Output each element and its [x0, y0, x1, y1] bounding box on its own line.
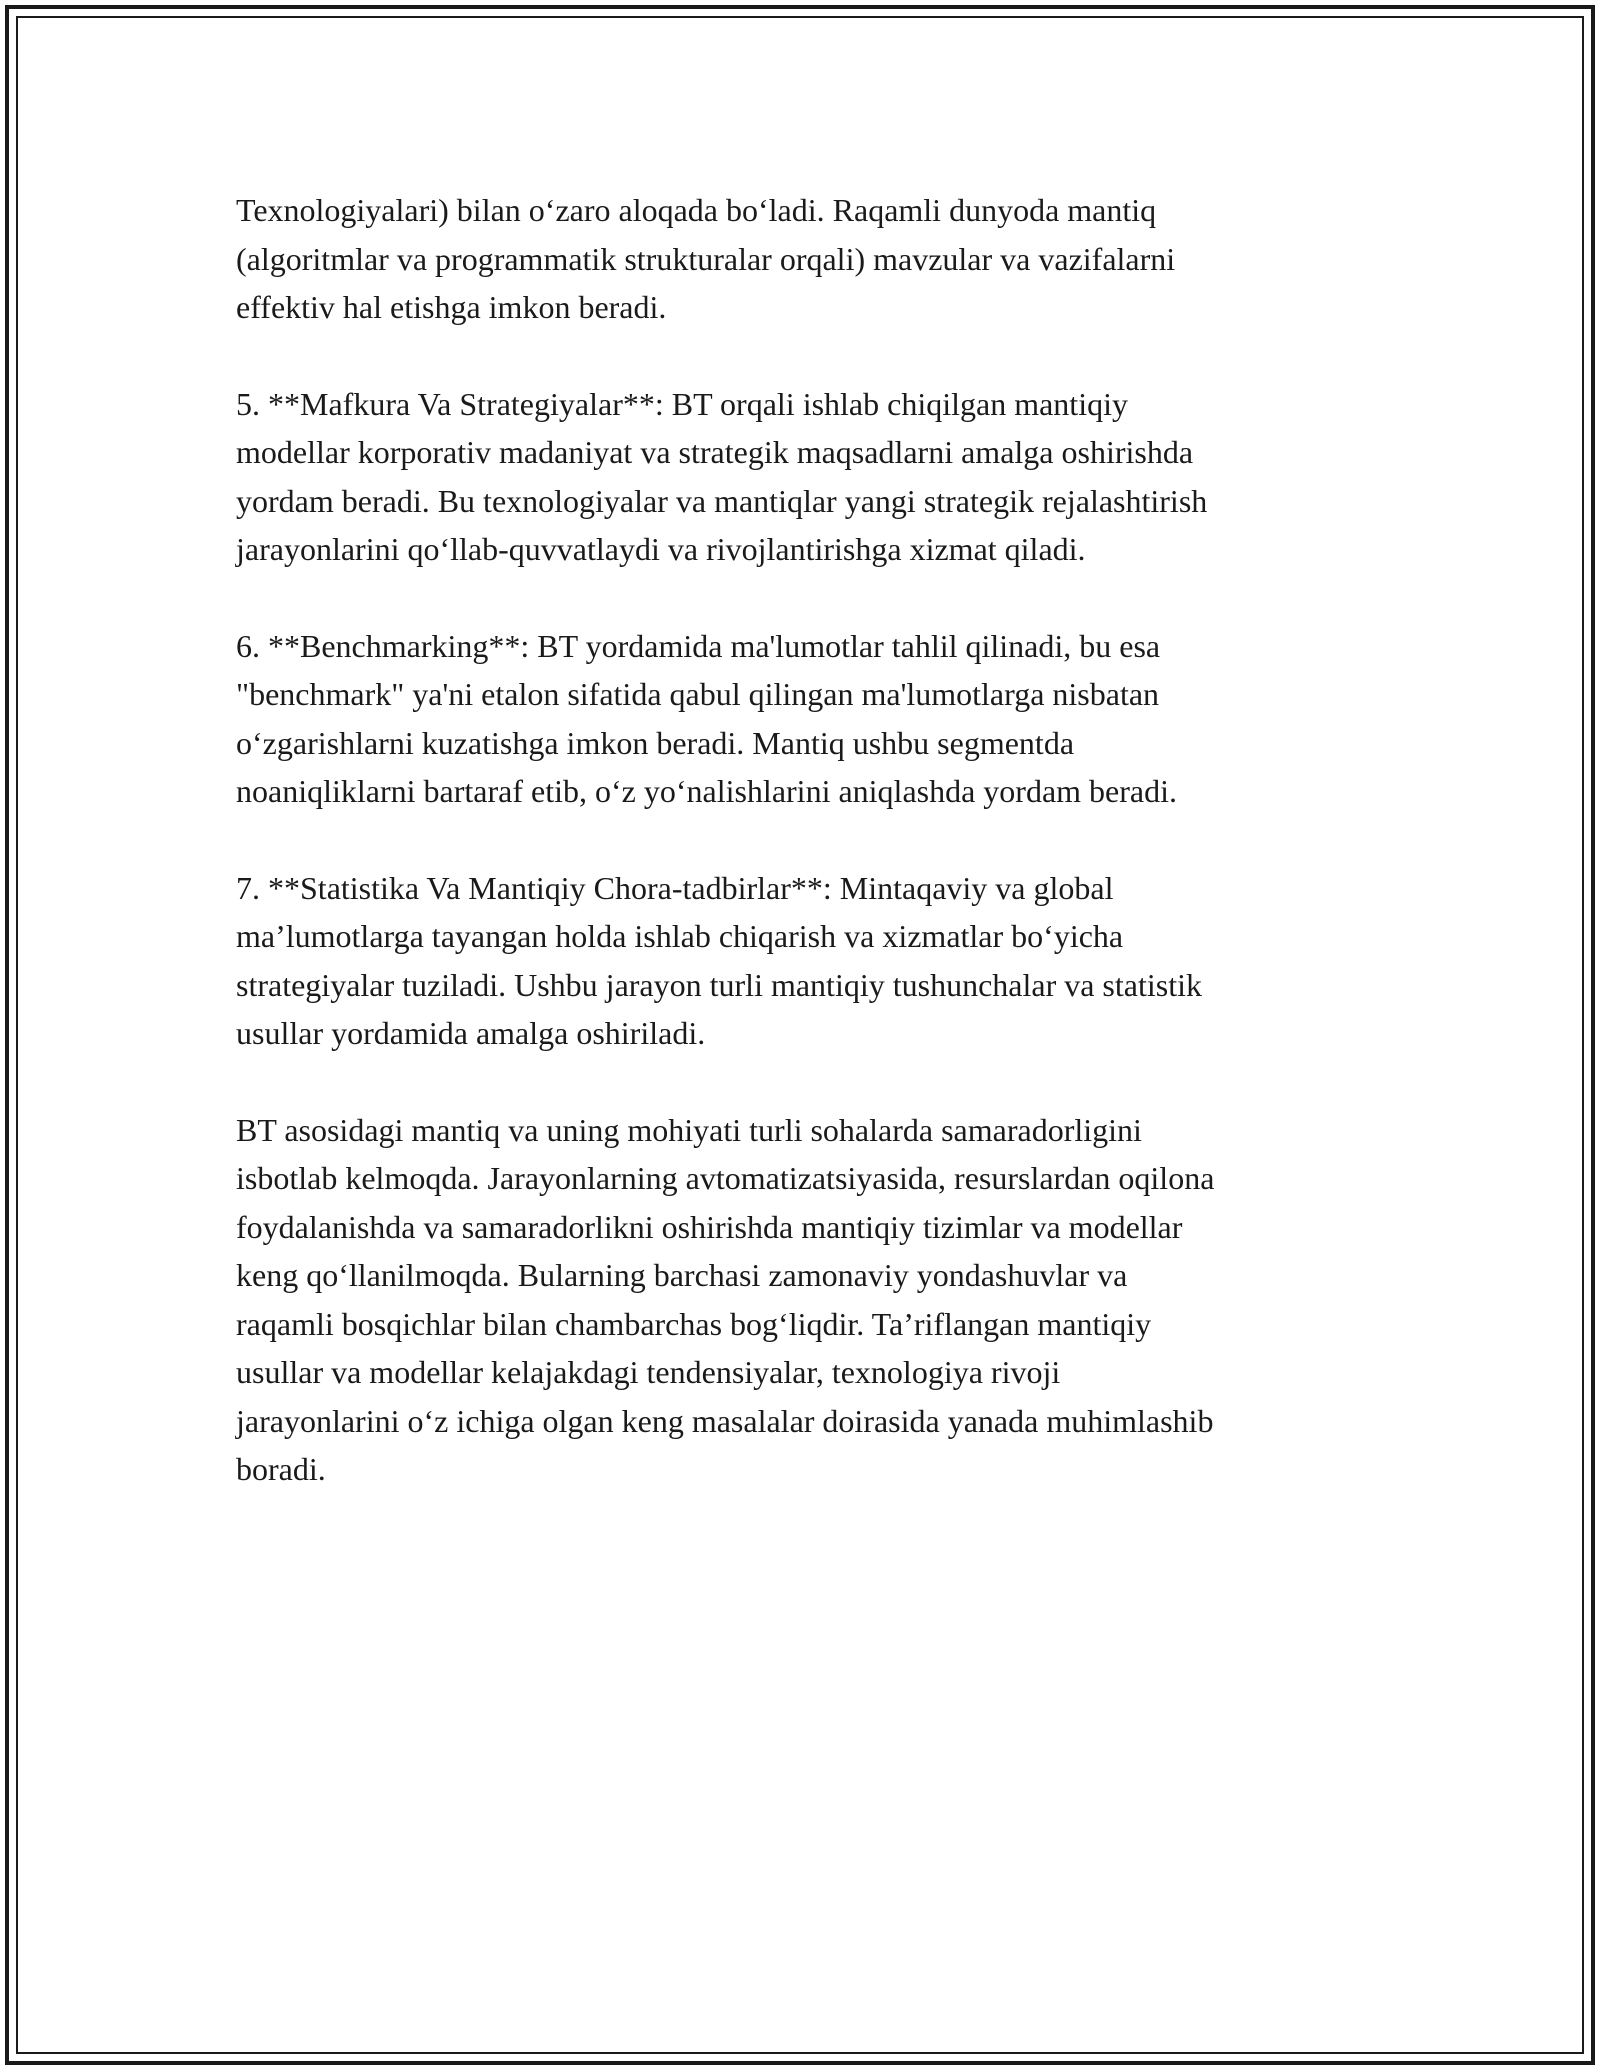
text-line: (algoritmlar va programmatik strukturalar orqali) mavzular va vazifalarni [236, 240, 1176, 277]
text-line: strategiyalar tuziladi. Ushbu jarayon turli mantiqiy tushunchalar va statistik [236, 966, 1202, 1003]
paragraph-item-7 [236, 864, 1366, 1058]
text-line: jarayonlarini qo‘llab-quvvatlaydi va rivojlantirishga xizmat qiladi. [236, 531, 1086, 567]
text-line: modellar korporativ madaniyat va strategik maqsadlarni amalga oshirishda [236, 434, 1194, 470]
paragraph-intro-continuation [236, 186, 1366, 332]
text-line: ma’lumotlarga tayangan holda ishlab chiqarish va xizmatlar bo‘yicha [236, 918, 1124, 954]
text-line: 7. **Statistika Va Mantiqiy Chora-tadbirlar**: Mintaqaviy va global [236, 869, 1114, 906]
text-line: 6. **Benchmarking**: BT yordamida ma'lumotlar tahlil qilinadi, bu esa [236, 627, 1161, 664]
text-line: yordam beradi. Bu texnologiyalar va mantiqlar yangi strategik rejalashtirish [236, 482, 1208, 519]
text-line: usullar va modellar kelajakdagi tendensiyalar, texnologiya rivoji [236, 1354, 1061, 1390]
text-line: 5. **Mafkura Va Strategiyalar**: BT orqali ishlab chiqilgan mantiqiy [236, 385, 1128, 422]
text-line: Texnologiyalari) bilan o‘zaro aloqada bo‘ladi. Raqamli dunyoda mantiq [236, 192, 1157, 228]
paragraph-conclusion [236, 1106, 1366, 1494]
document-body [236, 186, 1366, 1542]
text-line: o‘zgarishlarni kuzatishga imkon beradi. Mantiq ushbu segmentda [236, 724, 1075, 761]
text-line: noaniqliklarni bartaraf etib, o‘z yo‘nalishlarini aniqlashda yordam beradi. [236, 773, 1177, 809]
text-line: effektiv hal etishga imkon beradi. [236, 289, 667, 325]
text-line: usullar yordamida amalga oshiriladi. [236, 1015, 706, 1051]
paragraph-item-6 [236, 622, 1366, 816]
text-line: raqamli bosqichlar bilan chambarchas bog‘liqdir. Ta’riflangan mantiqiy [236, 1305, 1152, 1342]
text-line: keng qo‘llanilmoqda. Bularning barchasi zamonaviy yondashuvlar va [236, 1257, 1128, 1293]
text-line: BT asosidagi mantiq va uning mohiyati turli sohalarda samaradorligini [236, 1111, 1142, 1148]
text-line: foydalanishda va samaradorlikni oshirishda mantiqiy tizimlar va modellar [236, 1208, 1183, 1245]
text-line: jarayonlarini o‘z ichiga olgan keng masalalar doirasida yanada muhimlashib [236, 1402, 1214, 1439]
text-line: boradi. [236, 1451, 326, 1487]
text-line: isbotlab kelmoqda. Jarayonlarning avtomatizatsiyasida, resurslardan oqilona [236, 1160, 1215, 1196]
text-line: "benchmark" ya'ni etalon sifatida qabul qilingan ma'lumotlarga nisbatan [236, 676, 1160, 712]
paragraph-item-5 [236, 380, 1366, 574]
